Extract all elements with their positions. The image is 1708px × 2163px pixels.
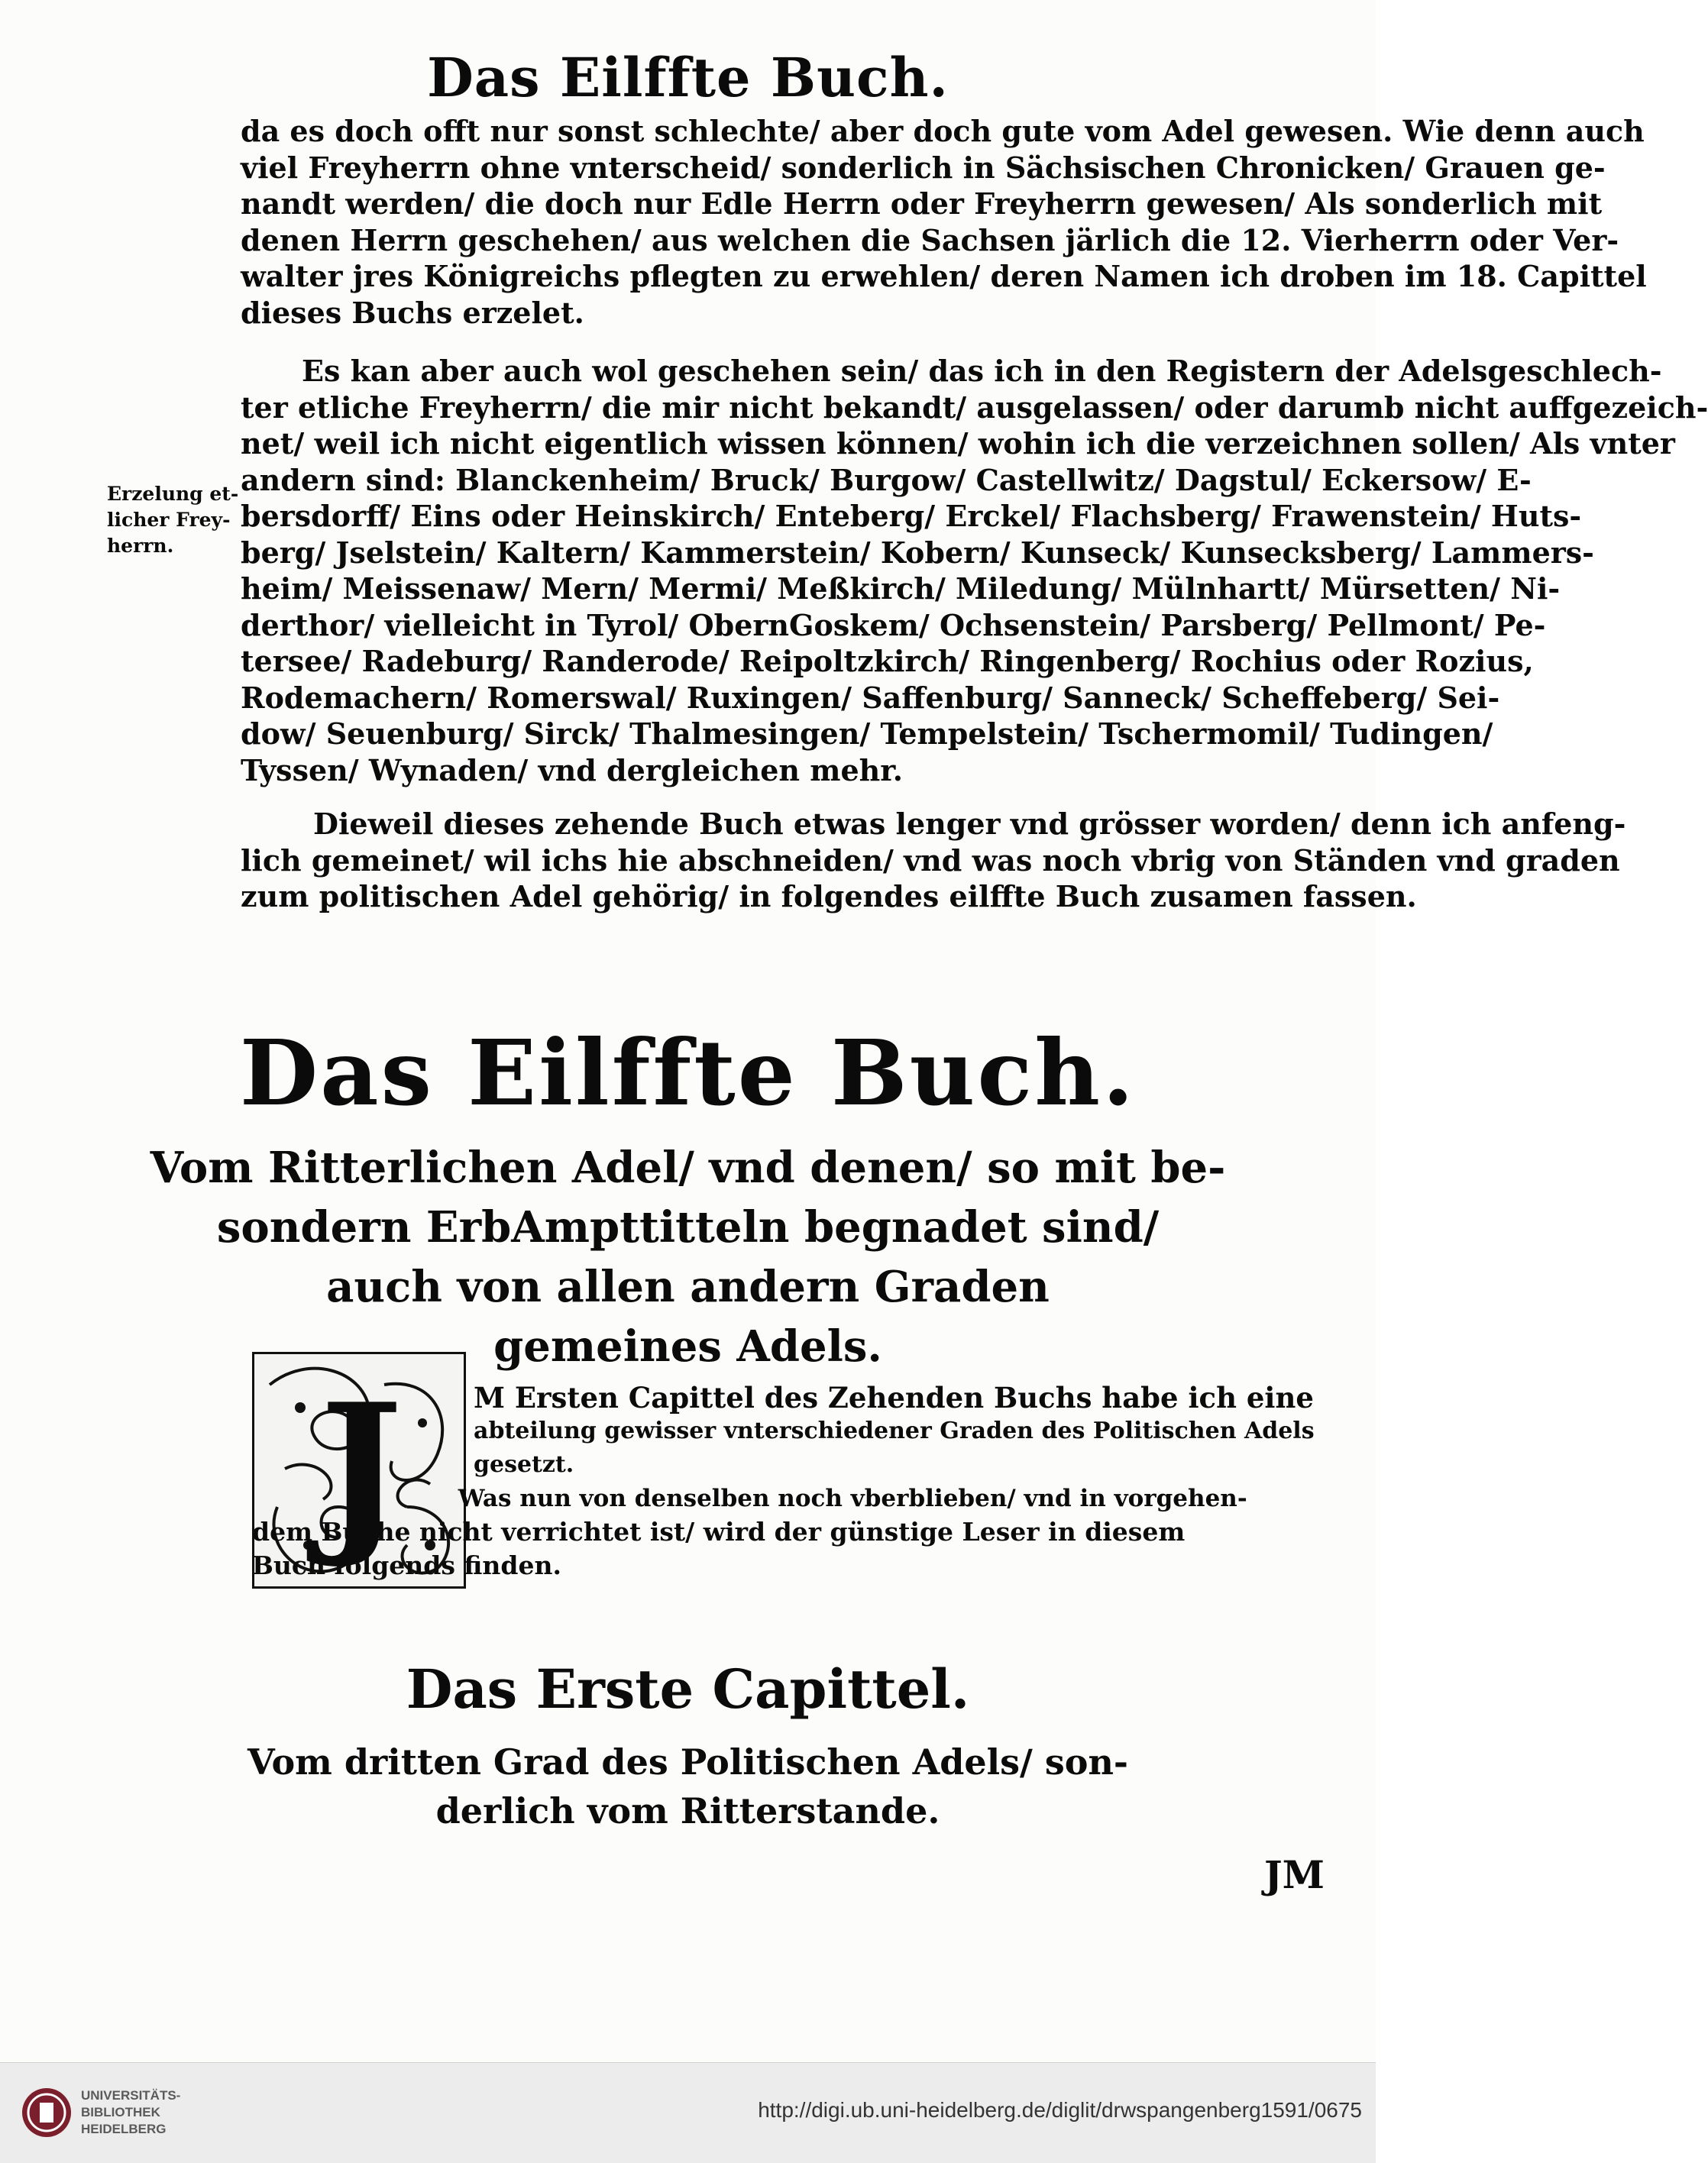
text-line: berg/ Jselstein/ Kaltern/ Kammerstein/ Kobern/ Kunseck/ Kunsecksberg/ Lammers-	[241, 535, 1594, 570]
text-line: denen Herrn geschehen/ aus welchen die Sachsen järlich die 12. Vierherrn oder Ver-	[241, 222, 1619, 257]
text-line: heim/ Meissenaw/ Mern/ Mermi/ Meßkirch/ Miledung/ Mülnhartt/ Mürsetten/ Ni-	[241, 571, 1561, 606]
text-line: bersdorff/ Eins oder Heinskirch/ Enteberg/ Erckel/ Flachsberg/ Frawenstein/ Huts-	[241, 499, 1582, 533]
text-line: walter jres Königreichs pflegten zu erwehlen/ deren Namen ich droben im 18. Capittel	[241, 259, 1647, 293]
initial-paragraph-continued	[252, 1482, 1247, 1583]
chapter-subtitle-line: Vom dritten Grad des Politischen Adels/ son-	[247, 1741, 1128, 1783]
text-line: derthor/ vielleicht in Tyrol/ ObernGoskem/ Ochsenstein/ Parsberg/ Pellmont/ Pe-	[241, 607, 1546, 642]
permalink[interactable]: http://digi.ub.uni-heidelberg.de/diglit/drwspangenberg1591/0675	[758, 2098, 1362, 2122]
text-line: tersee/ Radeburg/ Randerode/ Reipoltzkirch/ Ringenberg/ Rochius oder Rozius,	[241, 644, 1534, 678]
book-title: Das Eilffte Buch.	[239, 1020, 1137, 1126]
viewer-footer	[0, 2062, 1376, 2163]
institution-line: HEIDELBERG	[81, 2122, 167, 2136]
text-line: net/ weil ich nicht eigentlich wissen können/ wohin ich die verzeichnen sollen/ Als vnter	[241, 426, 1675, 461]
institution-name	[81, 2087, 180, 2138]
chapter-subtitle	[0, 1738, 1376, 1835]
book-subtitle-line: sondern ErbAmpttitteln begnadet sind/	[216, 1202, 1160, 1253]
text-line: zum politischen Adel gehörig/ in folgendes eilffte Buch zusamen fassen.	[241, 879, 1417, 913]
margin-note-line: herrn.	[107, 535, 174, 557]
text-line: Es kan aber auch wol geschehen sein/ das ich in den Registern der Adelsgeschlech-	[302, 354, 1662, 388]
chapter-title: Das Erste Capittel.	[406, 1657, 970, 1721]
text-line: Dieweil dieses zehende Buch etwas lenger vnd grösser worden/ denn ich anfeng-	[313, 807, 1626, 841]
margin-note-line: licher Frey-	[107, 509, 231, 531]
institution-line: BIBLIOTHEK	[81, 2105, 160, 2119]
text-line: M Ersten Capittel des Zehenden Buchs habe ich eine	[474, 1381, 1314, 1415]
text-line: viel Freyherrn ohne vnterscheid/ sonderlich in Sächsischen Chronicken/ Grauen ge-	[241, 150, 1606, 185]
catchword: JM	[1264, 1852, 1325, 1897]
initial-paragraph	[474, 1381, 1315, 1482]
text-line: ter etliche Freyherrn/ die mir nicht bekandt/ ausgelassen/ oder darumb nicht auffgezeich-	[241, 390, 1708, 425]
margin-note-line: Erzelung et-	[107, 483, 239, 505]
text-line: lich gemeinet/ wil ichs hie abschneiden/ vnd was noch vbrig von Ständen vnd graden	[241, 842, 1620, 878]
chapter-subtitle-line: derlich vom Ritterstande.	[435, 1790, 940, 1832]
book-subtitle-line: auch von allen andern Graden	[326, 1262, 1050, 1312]
text-line: gesetzt.	[474, 1451, 574, 1478]
text-line: abteilung gewisser vnterschiedener Graden des Politischen Adels	[474, 1418, 1315, 1444]
initial-letter: J	[319, 1366, 403, 1572]
text-line: andern sind: Blanckenheim/ Bruck/ Burgow/ Castellwitz/ Dagstul/ Eckersow/ E-	[241, 462, 1532, 497]
institution-line: UNIVERSITÄTS-	[81, 2088, 181, 2103]
text-line: Tyssen/ Wynaden/ vnd dergleichen mehr.	[241, 752, 904, 787]
book-subtitle-line: Vom Ritterlichen Adel/ vnd denen/ so mit be-	[150, 1143, 1226, 1193]
margin-note	[107, 481, 237, 559]
paragraph-1	[241, 113, 1647, 331]
university-seal-icon	[20, 2086, 73, 2139]
text-line: da es doch offt nur sonst schlechte/ aber doch gute vom Adel gewesen. Wie denn auch	[241, 114, 1645, 148]
text-line: Buch folgends finden.	[252, 1550, 561, 1580]
text-line: dow/ Seuenburg/ Sirck/ Thalmesingen/ Tempelstein/ Tschermomil/ Tudingen/	[241, 716, 1493, 751]
text-line: Was nun von denselben noch vberblieben/ vnd in vorgehen-	[252, 1485, 1247, 1512]
book-subtitle	[0, 1138, 1376, 1376]
text-line: dem Buche nicht verrichtet ist/ wird der günstige Leser in diesem	[252, 1517, 1186, 1547]
running-head: Das Eilffte Buch.	[427, 46, 949, 109]
book-subtitle-line: gemeines Adels.	[493, 1321, 882, 1372]
text-line: dieses Buchs erzelet.	[241, 295, 584, 330]
text-line: nandt werden/ die doch nur Edle Herrn oder Freyherrn gewesen/ Als sonderlich mit	[241, 186, 1603, 221]
paragraph-2	[241, 353, 1708, 788]
paragraph-3	[241, 806, 1626, 915]
text-line: Rodemachern/ Romerswal/ Ruxingen/ Saffenburg/ Sanneck/ Scheffeberg/ Sei-	[241, 680, 1500, 715]
